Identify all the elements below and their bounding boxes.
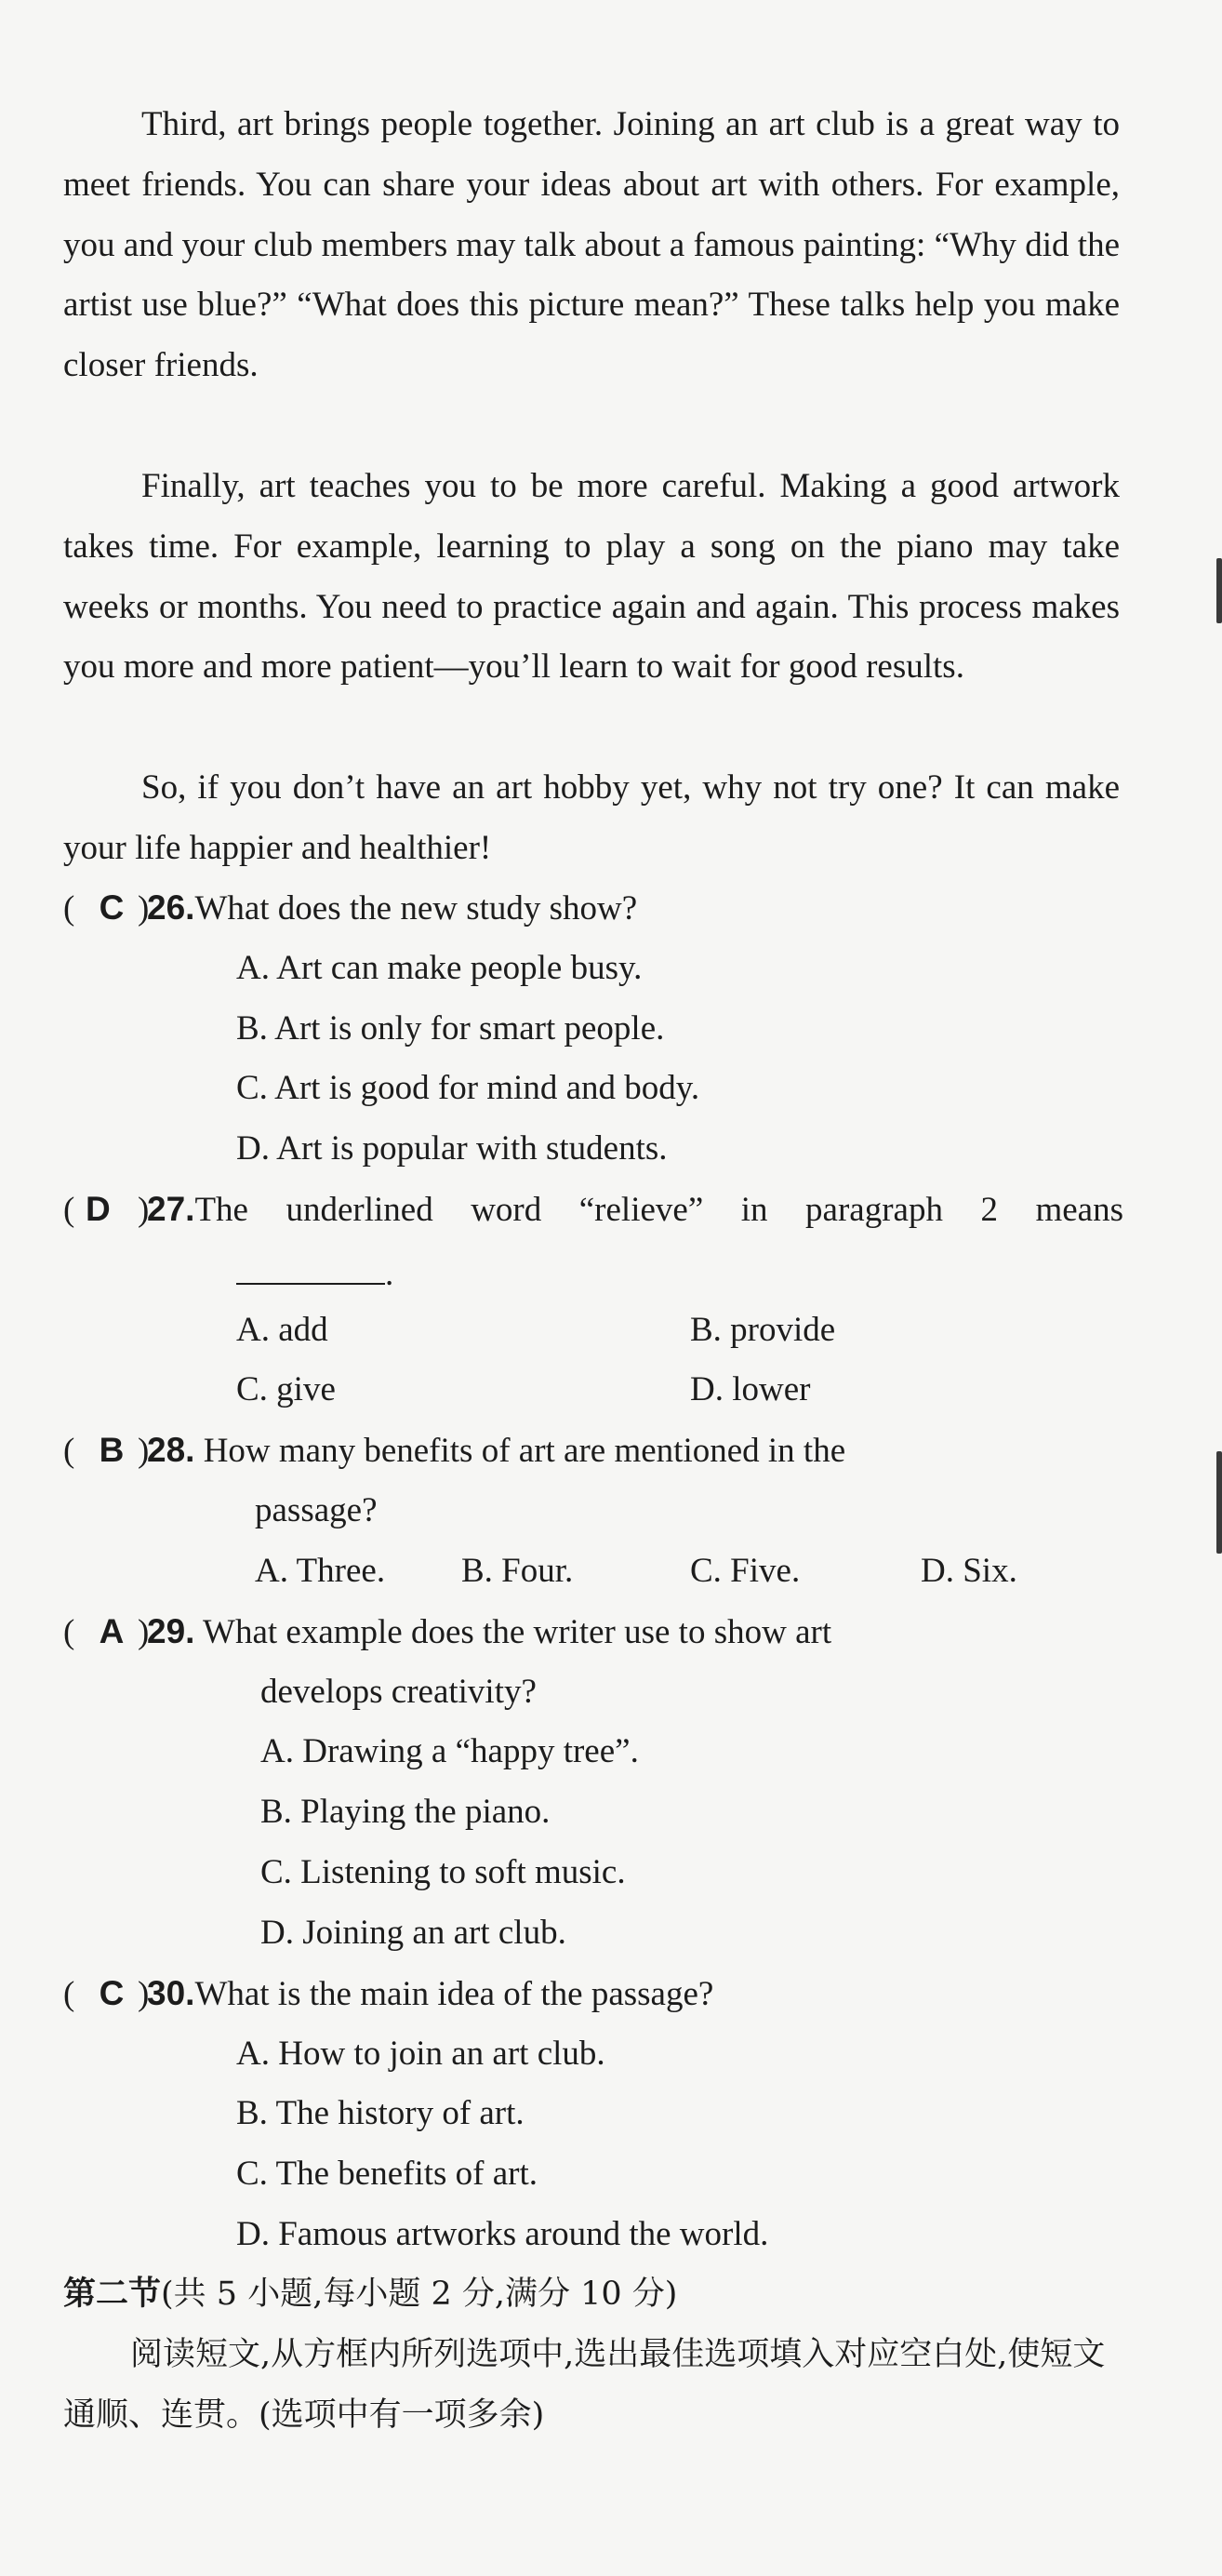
section-2-title: 第二节 xyxy=(63,2276,162,2313)
scan-edge-mark xyxy=(1216,558,1222,623)
option-29-c: C. Listening to soft music. xyxy=(260,1853,626,1891)
question-26-stem: What does the new study show? xyxy=(194,889,638,928)
option-26-a: A. Art can make people busy. xyxy=(236,949,643,987)
section-2-subtitle: (共 5 小题,每小题 2 分,满分 10 分) xyxy=(161,2276,678,2313)
passage-paragraph-4: Finally, art teaches you to be more careful. Making a good artwork takes time. For example, learning to play a song on the piano may take weeks or months. You need to practice again and again. This process makes you more and more patient—you’ll learn to wait for good results. xyxy=(63,467,1120,687)
option-26-d: D. Art is popular with students. xyxy=(236,1129,668,1168)
option-30-d: D. Famous artworks around the world. xyxy=(236,2215,769,2253)
scan-edge-mark xyxy=(1216,1451,1222,1554)
question-28: ( B )28. How many benefits of art are mentioned in the xyxy=(63,1421,1123,1482)
option-28-b: B. Four. xyxy=(461,1552,574,1590)
passage-paragraph-5: So, if you don’t have an art hobby yet, why not try one? It can make your life happier and healthier! xyxy=(63,768,1120,867)
option-27-d: D. lower xyxy=(690,1370,811,1408)
option-30-c: C. The benefits of art. xyxy=(236,2155,538,2193)
option-27-a: A. add xyxy=(236,1311,328,1349)
answer-28: B xyxy=(99,1431,125,1469)
passage-paragraph-3: Third, art brings people together. Joining an art club is a great way to meet friends. You can share your ideas about art with others. For example, you and your club members may talk about a famous painting: “Why did the artist use blue?” “What does this picture mean?” These talks help you make closer friends. xyxy=(63,105,1120,385)
question-30: ( C )30.What is the main idea of the passage? xyxy=(63,1964,1123,2025)
option-26-c: C. Art is good for mind and body. xyxy=(236,1069,700,1107)
section-2-instruction: 阅读短文,从方框内所列选项中,选出最佳选项填入对应空白处,使短文通顺、连贯。(选项中有一项多余) xyxy=(63,2336,1106,2434)
option-30-a: A. How to join an art club. xyxy=(236,2035,605,2073)
question-27-stem: The underlined word “relieve” in paragraph 2 means xyxy=(194,1191,1123,1229)
option-27-b: B. provide xyxy=(690,1311,836,1349)
answer-blank xyxy=(236,1251,385,1285)
question-28-stem-cont: passage? xyxy=(255,1491,378,1529)
question-30-stem: What is the main idea of the passage? xyxy=(194,1975,714,2013)
answer-29: A xyxy=(99,1612,125,1650)
question-29-stem: What example does the writer use to show art xyxy=(203,1613,832,1651)
option-28-c: C. Five. xyxy=(690,1552,801,1590)
option-28-a: A. Three. xyxy=(255,1552,386,1590)
answer-30: C xyxy=(99,1974,125,2012)
question-29: ( A )29. What example does the writer use to show art xyxy=(63,1602,1123,1663)
option-27-c: C. give xyxy=(236,1370,336,1408)
option-28-d: D. Six. xyxy=(921,1552,1017,1590)
option-29-d: D. Joining an art club. xyxy=(260,1914,566,1952)
option-29-b: B. Playing the piano. xyxy=(260,1793,551,1831)
option-26-b: B. Art is only for smart people. xyxy=(236,1009,665,1048)
answer-26: C xyxy=(99,888,125,927)
answer-27: D xyxy=(86,1190,111,1228)
option-30-b: B. The history of art. xyxy=(236,2094,525,2132)
question-27: ( D )27.The underlined word “relieve” in paragraph 2 means xyxy=(63,1180,1123,1241)
question-26: ( C )26.What does the new study show? xyxy=(63,878,1123,940)
question-27-blank: . xyxy=(236,1245,393,1305)
question-28-stem: How many benefits of art are mentioned in the xyxy=(203,1432,846,1470)
option-29-a: A. Drawing a “happy tree”. xyxy=(260,1732,639,1770)
section-2-heading xyxy=(63,2264,1123,2325)
question-29-stem-cont: develops creativity? xyxy=(260,1673,537,1711)
